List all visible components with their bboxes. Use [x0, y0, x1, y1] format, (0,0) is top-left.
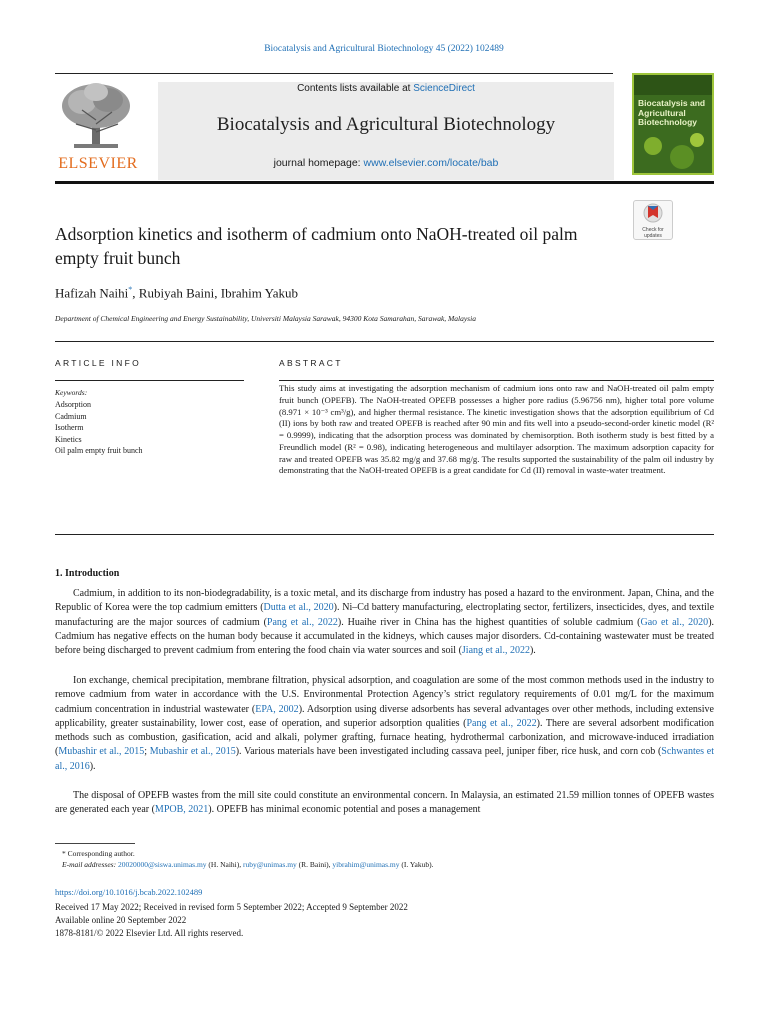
paragraph-text: ). Adsorption using diverse adsorbents has several advantages over other methods, including extensive applicability, greater sustainability, lower cost, ease of operation, and superior adsorption qualities ( [55, 703, 714, 729]
cover-decoration [670, 145, 694, 169]
keyword: Adsorption [55, 400, 91, 409]
section-rule [55, 534, 714, 535]
paragraph-text: ). There are several adsorbent modification methods such as combustion, gasification, acid and alkali, polymer grafting, furnace heating, hydrothermal carbonization, and microwave-induced irradiation ( [55, 717, 714, 758]
corresponding-author-mark[interactable]: * [128, 285, 133, 294]
cover-decoration [644, 137, 662, 155]
citation-link[interactable]: Pang et al., 2022 [466, 717, 537, 729]
affiliation: Department of Chemical Engineering and Energy Sustainability, Universiti Malaysia Sarawak, 94300 Kota Samarahan, Sarawak, Malaysia [55, 314, 476, 323]
homepage-line [158, 157, 614, 169]
keyword: Kinetics [55, 434, 82, 444]
paragraph-text: The disposal of OPEFB wastes from the mill site could constitute an environmental concern. In Malaysia, an estimated 21.59 million tonnes of OPEFB wastes are generated each year ( [55, 790, 714, 816]
body-paragraph [55, 789, 714, 818]
author-names[interactable]: , Rubiyah Baini, Ibrahim Yakub [132, 285, 299, 301]
paragraph-text: ). Huaihe river in China has the highest quantities of soluble cadmium ( [337, 616, 641, 628]
elsevier-wordmark: ELSEVIER [58, 155, 138, 172]
paragraph-text: ). Various materials have been investigated including cassava peel, juniper fiber, rice husk, and corn cob ( [235, 746, 662, 758]
journal-title[interactable]: Biocatalysis and Agricultural Biotechnology [216, 114, 556, 135]
corresponding-author-note: * Corresponding author. [62, 849, 135, 858]
email-link[interactable]: yibrahim@unimas.my [332, 860, 400, 869]
citation-link[interactable]: Schwantes et al., 2016 [55, 746, 715, 772]
body-paragraph [55, 674, 714, 774]
section-rule [55, 341, 714, 342]
journal-cover-image[interactable] [632, 73, 714, 175]
footnote-rule [55, 843, 135, 844]
paragraph-text: ; [144, 746, 150, 758]
citation-link[interactable]: Pang et al., 2022 [266, 616, 338, 628]
keyword: Cadmium [55, 411, 87, 421]
keywords-list [55, 399, 143, 457]
author-name[interactable]: Hafizah Naihi [55, 285, 129, 301]
article-info-heading: ARTICLE INFO [55, 358, 142, 368]
paragraph-text: ). OPEFB has minimal economic potential and poses a management [208, 804, 481, 816]
introduction-heading: 1. Introduction [55, 568, 120, 579]
body-paragraph [55, 587, 714, 658]
citation-link[interactable]: Mubashir et al., 2015 [58, 746, 145, 758]
paragraph-text: ). Cadmium has negative effects on the human body because it accumulated in the kidneys, which causes major disorders. Cd-containing wastewater must be treated before being discharged to prevent cadmium from entering the food chain via water sources and soil ( [55, 616, 715, 657]
available-online-date: Available online 20 September 2022 [55, 915, 187, 925]
author-list [55, 285, 655, 301]
paragraph-text: ). [89, 760, 96, 772]
email-owner: (I. Yakub). [399, 860, 434, 869]
paragraph-text: ). Ni–Cd battery manufacturing, electroplating sector, fertilizers, insecticides, dyes, and textile manufacturing are the major sources of cadmium ( [55, 602, 715, 628]
paragraph-text: ). [529, 645, 536, 657]
header-rule [55, 73, 613, 74]
check-for-updates-label: Check for updates [642, 227, 664, 239]
doi-link[interactable]: https://doi.org/10.1016/j.bcab.2022.102489 [55, 887, 203, 897]
keyword: Isotherm [55, 423, 84, 433]
cover-title: Biocatalysis and Agricultural Biotechnology [638, 98, 706, 127]
keyword: Oil palm empty fruit bunch [55, 446, 143, 456]
article-title: Adsorption kinetics and isotherm of cadmium onto NaOH-treated oil palm empty fruit bunch [55, 224, 578, 268]
citation-link[interactable]: Gao et al., 2020 [640, 616, 709, 628]
header-thick-rule [55, 181, 714, 184]
homepage-link[interactable]: www.elsevier.com/locate/bab [363, 157, 499, 169]
email-label: E-mail addresses: [62, 860, 118, 869]
contents-prefix: Contents lists available at [297, 83, 414, 94]
citation-link[interactable]: Jiang et al., 2022 [461, 645, 530, 657]
keywords-label: Keywords: [55, 388, 88, 397]
cover-band [634, 75, 712, 95]
citation-link[interactable]: EPA, 2002 [255, 703, 299, 715]
check-for-updates-icon[interactable] [633, 200, 673, 240]
email-link[interactable]: ruby@unimas.my [243, 860, 297, 869]
citation-link[interactable]: MPOB, 2021 [154, 804, 209, 816]
sciencedirect-link[interactable]: ScienceDirect [413, 83, 475, 94]
homepage-prefix: journal homepage: [273, 157, 364, 169]
abstract-rule [279, 380, 714, 381]
email-owner: (R. Baini), [296, 860, 333, 869]
citation-link[interactable]: Mubashir et al., 2015 [149, 746, 236, 758]
cover-decoration [690, 133, 704, 147]
received-dates: Received 17 May 2022; Received in revised form 5 September 2022; Accepted 9 September 2022 [55, 902, 408, 912]
contents-line [158, 83, 614, 94]
paragraph-text: Cadmium, in addition to its non-biodegradability, is a toxic metal, and its discharge from industry has posed a hazard to the environment. Japan, China, and the Republic of Korea were the top cadmium emitters ( [55, 588, 714, 614]
citation-link[interactable]: Dutta et al., 2020 [263, 602, 334, 614]
journal-citation[interactable]: Biocatalysis and Agricultural Biotechnology 45 (2022) 102489 [264, 44, 504, 54]
copyright-notice: 1878-8181/© 2022 Elsevier Ltd. All rights reserved. [55, 928, 244, 938]
email-owner: (H. Naihi), [206, 860, 243, 869]
email-link[interactable]: 20020000@siswa.unimas.my [117, 860, 207, 869]
abstract-heading: ABSTRACT [279, 358, 343, 368]
email-addresses [62, 860, 433, 869]
abstract-text: This study aims at investigating the adsorption mechanism of cadmium ions onto raw and NaOH-treated oil palm empty fruit bunch (OPEFB). The NaOH-treated OPEFB possesses a higher pore radius (5.96756 nm), higher total pore volume (8.971 × 10⁻³ cm³/g), and higher thermal resistance. The kinetic investigation shows that the adsorption equilibrium of Cd (II) ions by both raw and treated OPEFB is reached after 90 min and fits well into a pseudo-second-order kinetic model (R² = 0.9999), indicating that the adsorption process was dominated by chemisorption. Both isotherm study is best fitted by a Freundlich model (R² = 0.98), indicating heterogeneous and multilayer adsorption. The maximum adsorption capacity for raw and treated OPEFB was 35.82 mg/g and 37.68 mg/g. The results supported the sustainability of the palm oil industry by demonstrating that the NaOH-treated OPEFB is a great candidate for Cd (II) removal in waste-water treatment. [279, 383, 714, 476]
paragraph-text: Ion exchange, chemical precipitation, membrane filtration, physical adsorption, and coagulation are some of the most common methods used in the industry to remove cadmium from water in accordance with the U.S. Environmental Protection Agency’s strict regulatory requirements of 0.01 mg/L for the maximum cadmium concentration in industrial wastewater ( [55, 675, 714, 715]
article-info-rule [55, 380, 244, 381]
